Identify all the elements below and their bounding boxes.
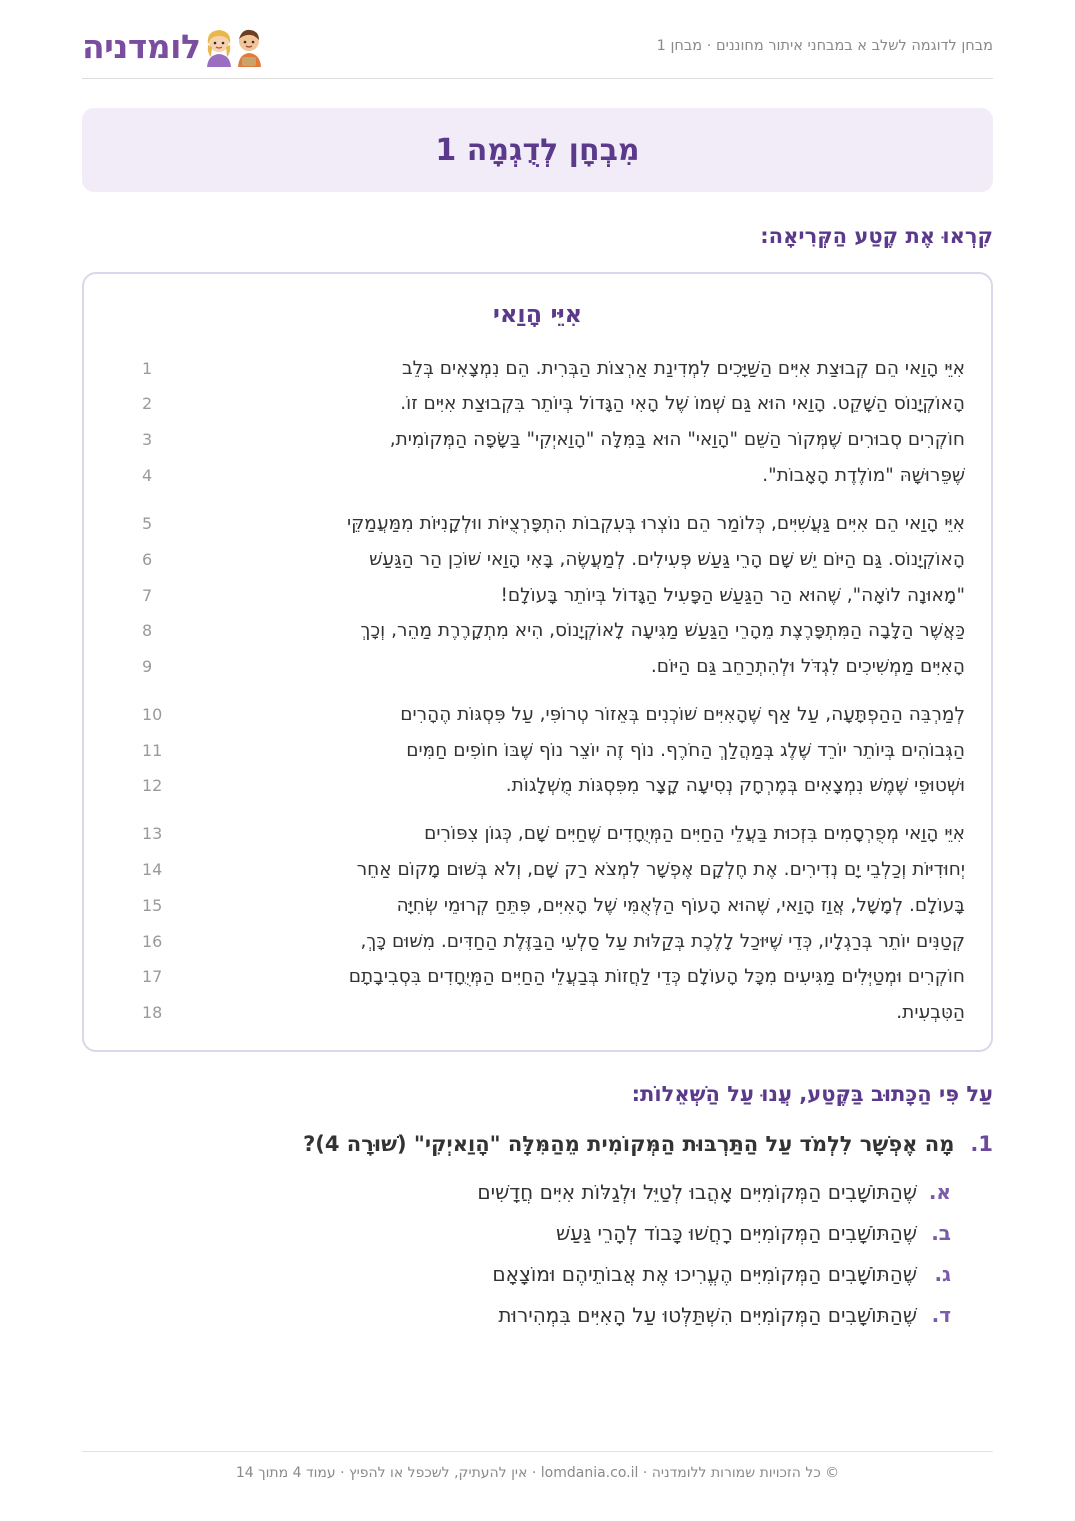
passage-line-text: אִיֵּי הָוַאי הֵם אִיִּים גַּעֲשִׁיִּים, כְּלוֹמַר הֵם נוֹצְרוּ בְּעִקְבוֹת הִתְפָּרְצֻיּוֹת ווּלְקָנִיּוֹת מִמַּעֲמַקֵּי bbox=[347, 513, 965, 534]
line-number: 16 bbox=[142, 932, 163, 951]
page-title: מִבְחָן לְדֻגְמָה 1 bbox=[435, 132, 640, 168]
option-text: שֶׁהַתּוֹשָׁבִים הַמְּקוֹמִיִּים הֶעֱרִיכוּ אֶת אֲבוֹתֵיהֶם וּמוֹצָאָם bbox=[492, 1262, 917, 1286]
question-number: 1. bbox=[970, 1132, 993, 1156]
passage-line-text: אִיֵּי הָוַאי הֵם קְבוּצַת אִיִּים הַשַּׁיָּכִים לִמְדִינַת אַרְצוֹת הַבְּרִית. הֵם נִמְצָאִים בְּלֵב bbox=[401, 358, 965, 379]
option-text: שֶׁהַתּוֹשָׁבִים הַמְּקוֹמִיִּים אָהֲבוּ לְטַיֵּל וּלְגַלּוֹת אִיִּים חֲדָשִׁים bbox=[477, 1180, 917, 1204]
passage-line-text: הַטִּבְעִית. bbox=[896, 1002, 965, 1023]
passage-line bbox=[104, 354, 965, 384]
logo-text: לומדניה bbox=[82, 27, 201, 66]
line-number: 14 bbox=[142, 860, 163, 879]
header-breadcrumb: מבחן לדוגמה לשלב א במבחני איתור מחוננים · מבחן 1 bbox=[656, 38, 993, 54]
passage-line-text: קְטַנִּים יוֹתֵר בְּרַגְלָיו, כְּדֵי שֶׁיּוּכַל לָלֶכֶת בְּקַלּוּת עַל סַלְעֵי הַבַּזֶּלֶת הַחַדִּים. מִשּׁוּם כָּךְ, bbox=[360, 931, 965, 952]
passage-line-text: הַגְּבוֹהִים בְּיוֹתֵר יוֹרֵד שֶׁלֶג בְּמַהֲלַךְ הַחֹרֶף. נוֹף זֶה יוֹצֵר נוֹף שֶׁבּוֹ חוֹפִים חַמִּים bbox=[406, 740, 965, 761]
passage-line bbox=[104, 962, 965, 992]
passage-line bbox=[104, 425, 965, 455]
passage-line bbox=[104, 461, 965, 491]
line-number: 12 bbox=[142, 776, 163, 795]
passage-line-text: שֶׁפֵּרוּשָׁהּ "מוֹלֶדֶת הָאָבוֹת". bbox=[762, 465, 965, 486]
line-number: 6 bbox=[142, 550, 153, 569]
line-number: 4 bbox=[142, 466, 153, 485]
passage-line-text: חוֹקְרִים וּמְטַיְּלִים מַגִּיעִים מִכָּל הָעוֹלָם כְּדֵי לַחֲזוֹת בְּבַעֲלֵי הַחַיִּים הַמְּיֻחָדִים בִּסְבִיבָתָם bbox=[348, 966, 965, 987]
line-number: 11 bbox=[142, 741, 163, 760]
passage-line-text: בָּעוֹלָם. לְמָשָׁל, אֲוַז הָוַאי, שֶׁהוּא הָעוֹף הַלְּאֻמִּי שֶׁל הָאִיִּים, פִּתֵּחַ קְרוּמֵי שְׂחִיָּה bbox=[396, 895, 965, 916]
exam-page bbox=[82, 0, 993, 1521]
option-letter: א. bbox=[928, 1180, 951, 1204]
passage-line bbox=[104, 998, 965, 1028]
passage-line-text: חוֹקְרִים סְבוּרִים שֶׁמְּקוֹר הַשֵּׁם "הָוַאי" הוּא בַּמִּלָּה "הָוַאיְקִי" בַּשָּׂפָה הַמְּקוֹמִית, bbox=[389, 429, 965, 450]
passage-line-text: הָאוֹקְיָנוֹס. גַּם הַיּוֹם יֵשׁ שָׁם הָרֵי גַּעַשׁ פְּעִילִים. לְמַעֲשֶׂה, בָּאִי הָוַאי שׁוֹכֵן הַר הַגַּעַשׁ bbox=[369, 549, 965, 570]
page-header bbox=[82, 20, 993, 79]
line-number: 1 bbox=[142, 359, 153, 378]
passage-line-text: הָאוֹקְיָנוֹס הַשָּׁקֵט. הָוַאי הוּא גַּם שְׁמוֹ שֶׁל הָאִי הַגָּדוֹל בְּיוֹתֵר בִּקְבוּצַת אִיִּים זוֹ. bbox=[400, 393, 965, 414]
line-number: 8 bbox=[142, 621, 153, 640]
line-number: 17 bbox=[142, 967, 163, 986]
option-letter: ד. bbox=[931, 1303, 951, 1327]
passage-line bbox=[104, 700, 965, 730]
line-number: 5 bbox=[142, 514, 153, 533]
answer-option-a[interactable] bbox=[477, 1180, 951, 1204]
line-number: 10 bbox=[142, 705, 163, 724]
option-letter: ג. bbox=[934, 1262, 951, 1286]
answer-option-b[interactable] bbox=[556, 1221, 951, 1245]
kids-mascot-icon bbox=[202, 27, 264, 67]
line-number: 7 bbox=[142, 586, 153, 605]
answer-option-d[interactable] bbox=[498, 1303, 951, 1327]
passage-line-text: אִיֵּי הָוַאי מְפֻרְסָמִים בִּזְכוּת בַּעֲלֵי הַחַיִּים הַמְּיֻחָדִים שֶׁחַיִּים שָׁם, כְּגוֹן צִפּוֹרִים bbox=[424, 823, 965, 844]
reading-instruction: קִרְאוּ אֶת קֶטַע הַקְּרִיאָה: bbox=[760, 224, 993, 248]
passage-line bbox=[104, 927, 965, 957]
passage-line bbox=[104, 581, 965, 611]
passage-line-text: לְמַרְבֵּה הַהַפְתָּעָה, עַל אַף שֶׁהָאִיִּים שׁוֹכְנִים בְּאֵזוֹר טְרוֹפִּי, עַל פִּסְגּוֹת הֶהָרִים bbox=[400, 704, 965, 725]
line-number: 18 bbox=[142, 1003, 163, 1022]
passage-line bbox=[104, 509, 965, 539]
line-number: 13 bbox=[142, 824, 163, 843]
passage-line bbox=[104, 652, 965, 682]
questions-instruction: עַל פִּי הַכָּתוּב בַּקֶּטַע, עֲנוּ עַל הַשְּׁאֵלוֹת: bbox=[631, 1082, 993, 1106]
passage-line bbox=[104, 736, 965, 766]
passage-line bbox=[104, 855, 965, 885]
option-text: שֶׁהַתּוֹשָׁבִים הַמְּקוֹמִיִּים הִשְׁתַּלְּטוּ עַל הָאִיִּים בִּמְהִירוּת bbox=[498, 1303, 917, 1327]
option-letter: ב. bbox=[931, 1221, 951, 1245]
passage-line-text: "מָאוּנָה לוֹאָה", שֶׁהוּא הַר הַגַּעַשׁ הַפָּעִיל הַגָּדוֹל בְּיוֹתֵר בָּעוֹלָם! bbox=[500, 585, 965, 606]
line-number: 9 bbox=[142, 657, 153, 676]
passage-line bbox=[104, 771, 965, 801]
title-banner bbox=[82, 108, 993, 192]
passage-line-text: יְחוּדִיּוֹת וְכַלְבֵי יָם נְדִירִים. אֶת חֶלְקָם אֶפְשָׁר לִמְצֹא רַק שָׁם, וְלֹא בְּשׁוּם מָקוֹם אַחֵר bbox=[356, 859, 965, 880]
logo[interactable] bbox=[82, 24, 264, 70]
line-number: 3 bbox=[142, 430, 153, 449]
question-text: מָה אֶפְשָׁר לִלְמֹד עַל הַתַּרְבּוּת הַמְּקוֹמִית מֵהַמִּלָּה "הָוַאיְקִי" (שׁוּרָה 4)? bbox=[303, 1132, 955, 1156]
line-number: 15 bbox=[142, 896, 163, 915]
answer-option-c[interactable] bbox=[492, 1262, 951, 1286]
question-1 bbox=[303, 1132, 993, 1156]
passage-line bbox=[104, 891, 965, 921]
passage-line bbox=[104, 819, 965, 849]
passage-line-text: כַּאֲשֶׁר הַלָּבָה הַמִּתְפָּרֶצֶת מֵהָרֵי הַגַּעַשׁ מַגִּיעָה לָאוֹקְיָנוֹס, הִיא מִתְקָרֶרֶת מַהֵר, וְכָךְ bbox=[360, 620, 965, 641]
line-number: 2 bbox=[142, 394, 153, 413]
passage-line bbox=[104, 545, 965, 575]
passage-line-text: וּשְׁטוּפֵי שֶׁמֶשׁ נִמְצָאִים בְּמֶרְחָק נְסִיעָה קָצָר מִפִּסְגּוֹת מֻשְׁלָגוֹת. bbox=[505, 775, 965, 796]
passage-line-text: הָאִיִּים מַמְשִׁיכִים לִגְדֹּל וּלְהִתְרַחֵב גַּם הַיּוֹם. bbox=[650, 656, 965, 677]
passage-line bbox=[104, 389, 965, 419]
passage-title: אִיֵּי הָוַאי bbox=[492, 300, 583, 328]
reading-passage bbox=[82, 272, 993, 1052]
passage-line bbox=[104, 616, 965, 646]
page-footer: © כל הזכויות שמורות ללומדניה · lomdania.co.il · אין להעתיק, לשכפל או להפיץ · עמוד 4 מתוך 14 bbox=[82, 1451, 993, 1481]
option-text: שֶׁהַתּוֹשָׁבִים הַמְּקוֹמִיִּים רָחֲשׁוּ כָּבוֹד לְהָרֵי גַּעַשׁ bbox=[556, 1221, 917, 1245]
